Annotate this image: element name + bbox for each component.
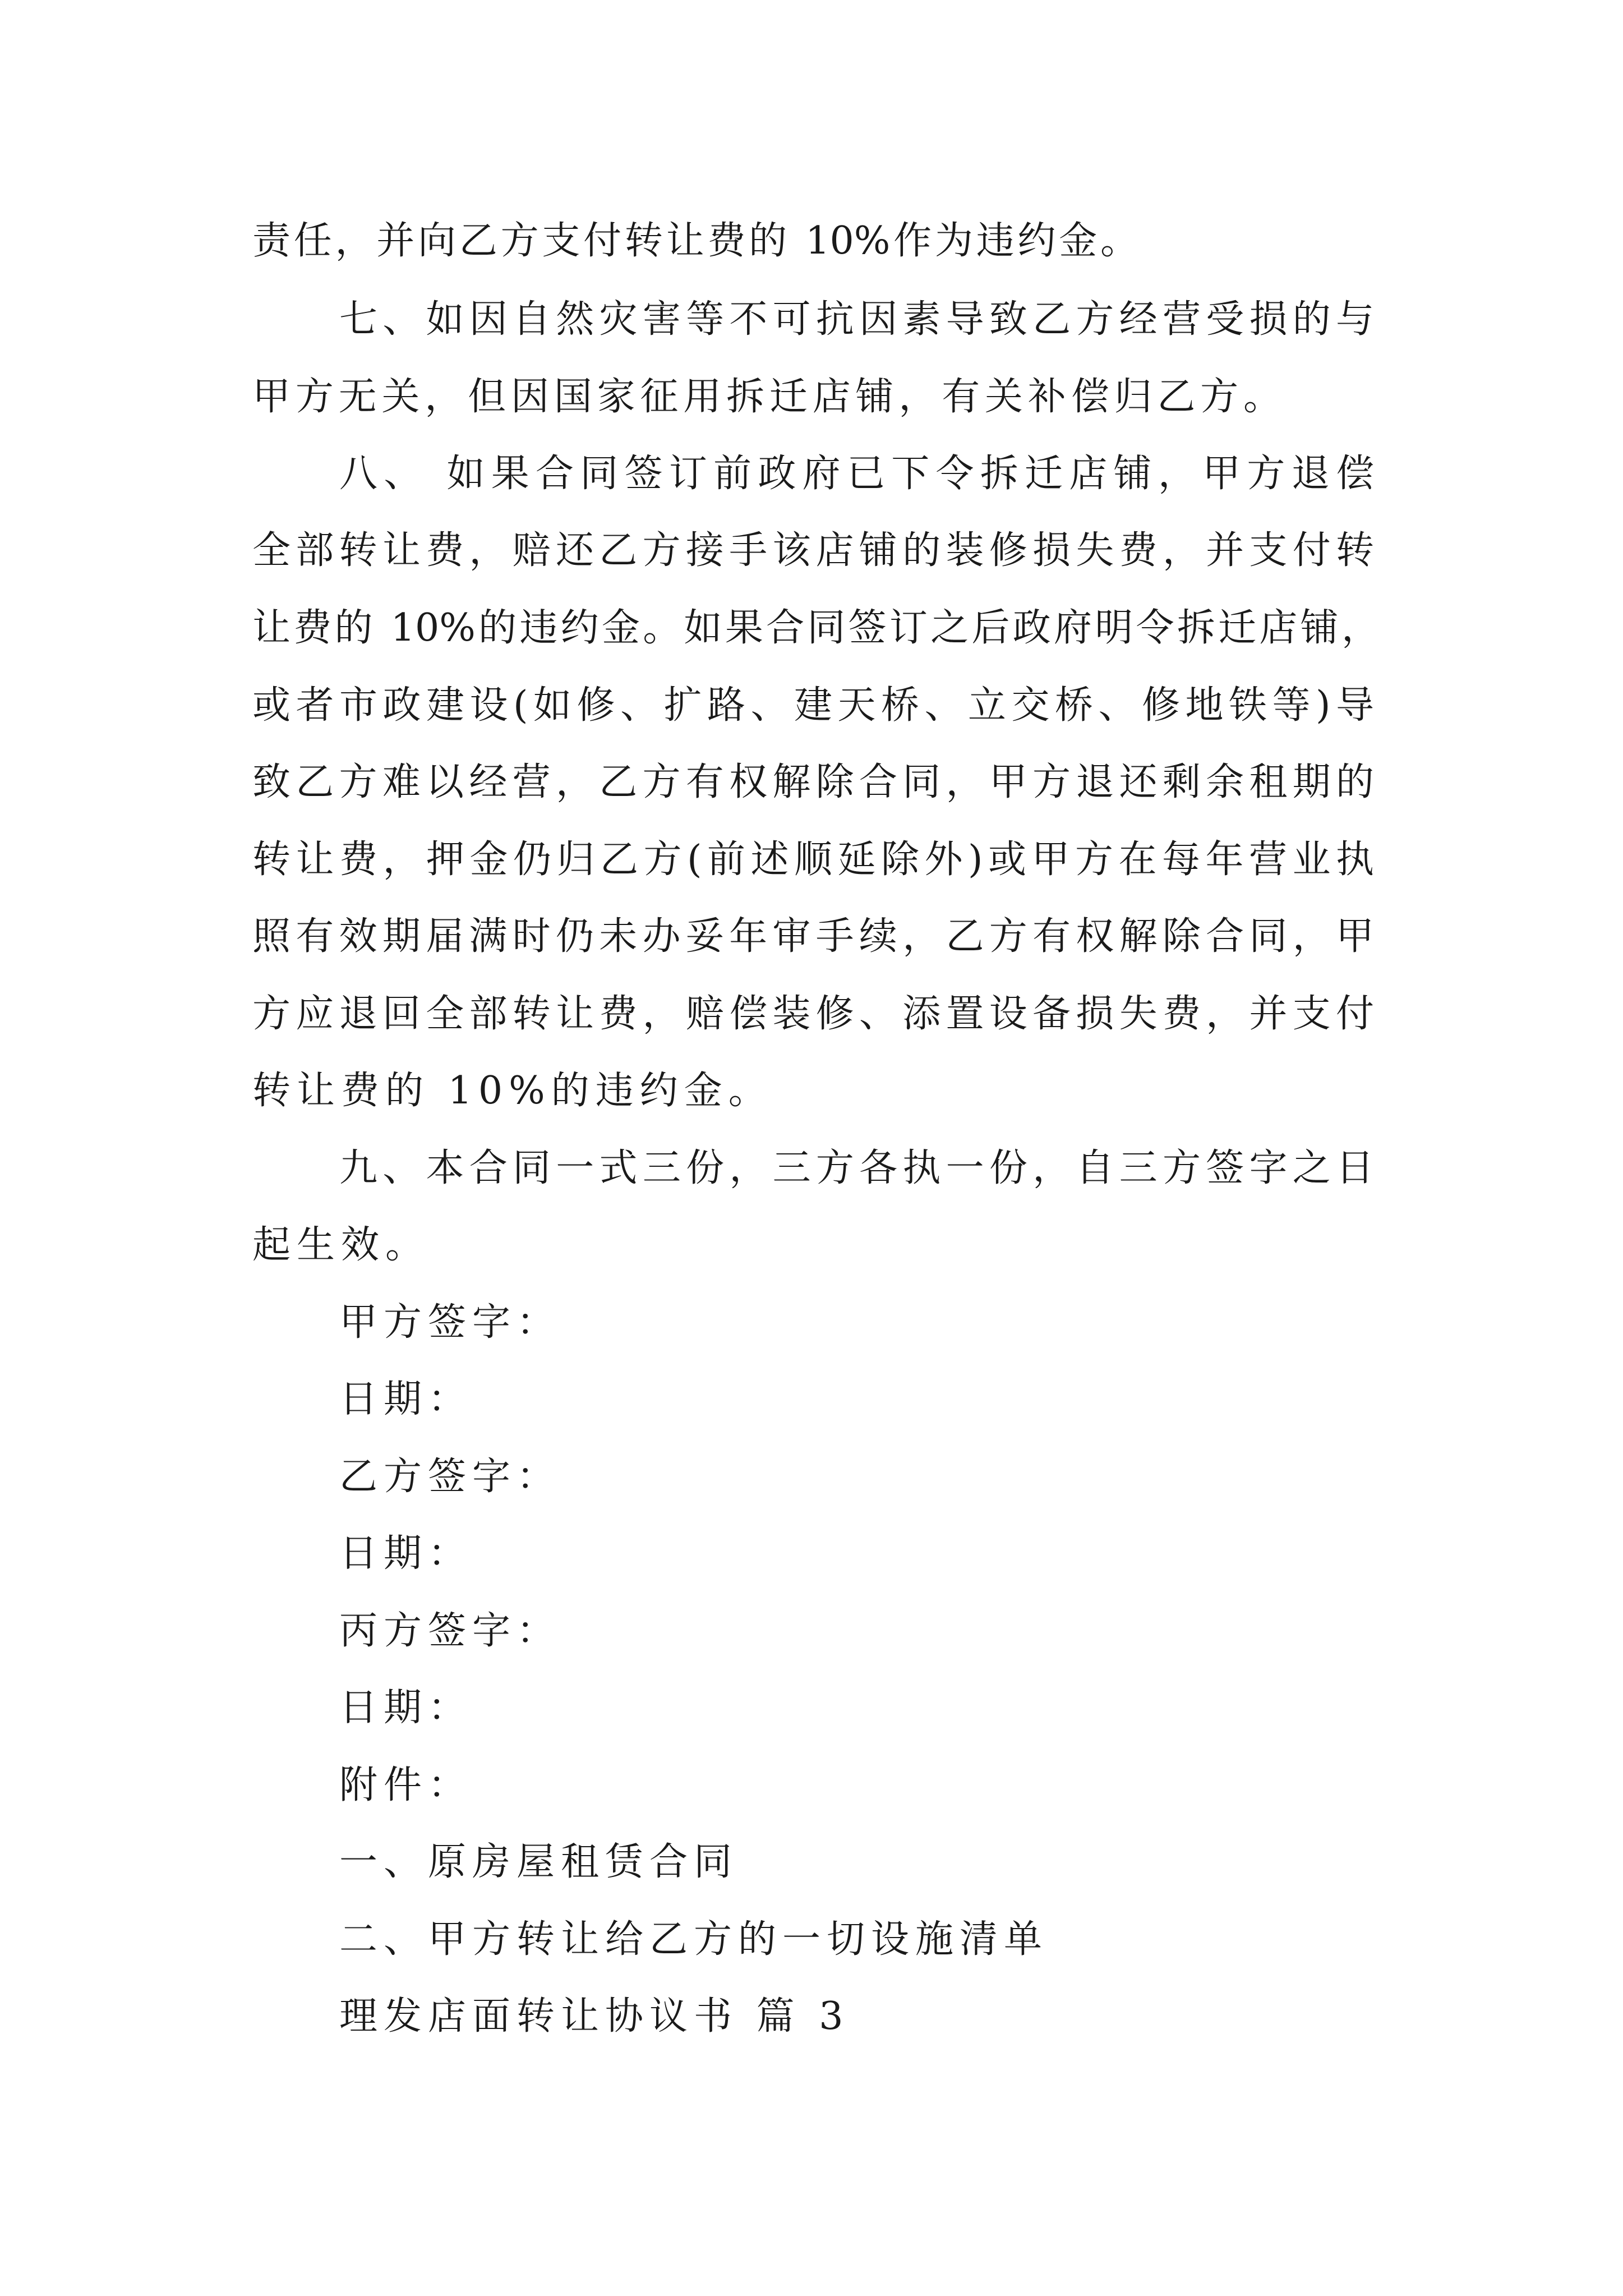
party-a-signature-label: 甲方签字： [339,1300,561,1345]
party-b-date-label: 日期： [339,1531,473,1576]
party-b-signature-label: 乙方签字： [339,1455,561,1499]
text-line-3: 甲方无关，但因国家征用拆迁店铺，有关补偿归乙方。 [252,375,1281,419]
text-line-12: 转让费的 10%的违约金。 [252,1069,773,1113]
text-line-8: 致乙方难以经营，乙方有权解除合同，甲方退还剩余租期的 [252,760,1374,804]
attachment-item-1: 一、原房屋租赁合同 [339,1840,739,1884]
party-c-signature-label: 丙方签字： [339,1609,561,1653]
text-line-14: 起生效。 [252,1223,430,1267]
text-line-9: 转让费，押金仍归乙方(前述顺延除外)或甲方在每年营业执 [252,838,1374,882]
text-line-1: 责任，并向乙方支付转让费的 10%作为违约金。 [252,219,1138,263]
text-line-2: 七、如因自然灾害等不可抗因素导致乙方经营受损的与 [339,297,1374,342]
party-a-date-label: 日期： [339,1377,473,1421]
text-line-13: 九、本合同一式三份，三方各执一份，自三方签字之日 [339,1146,1374,1190]
attachment-item-2: 二、甲方转让给乙方的一切设施清单 [339,1917,1049,1962]
attachments-label: 附件： [339,1763,473,1807]
text-line-6: 让费的 10%的违约金。如果合同签订之后政府明令拆迁店铺， [252,606,1380,650]
text-line-4: 八、 如果合同签订前政府已下令拆迁店铺，甲方退偿 [339,452,1374,496]
text-line-10: 照有效期届满时仍未办妥年审手续，乙方有权解除合同，甲 [252,914,1374,959]
party-c-date-label: 日期： [339,1686,473,1730]
text-line-5: 全部转让费，赔还乙方接手该店铺的装修损失费，并支付转 [252,528,1374,573]
section-heading: 理发店面转让协议书 篇 3 [339,1994,850,2039]
text-line-11: 方应退回全部转让费，赔偿装修、添置设备损失费，并支付 [252,992,1374,1036]
text-line-7: 或者市政建设(如修、扩路、建天桥、立交桥、修地铁等)导 [252,683,1374,728]
